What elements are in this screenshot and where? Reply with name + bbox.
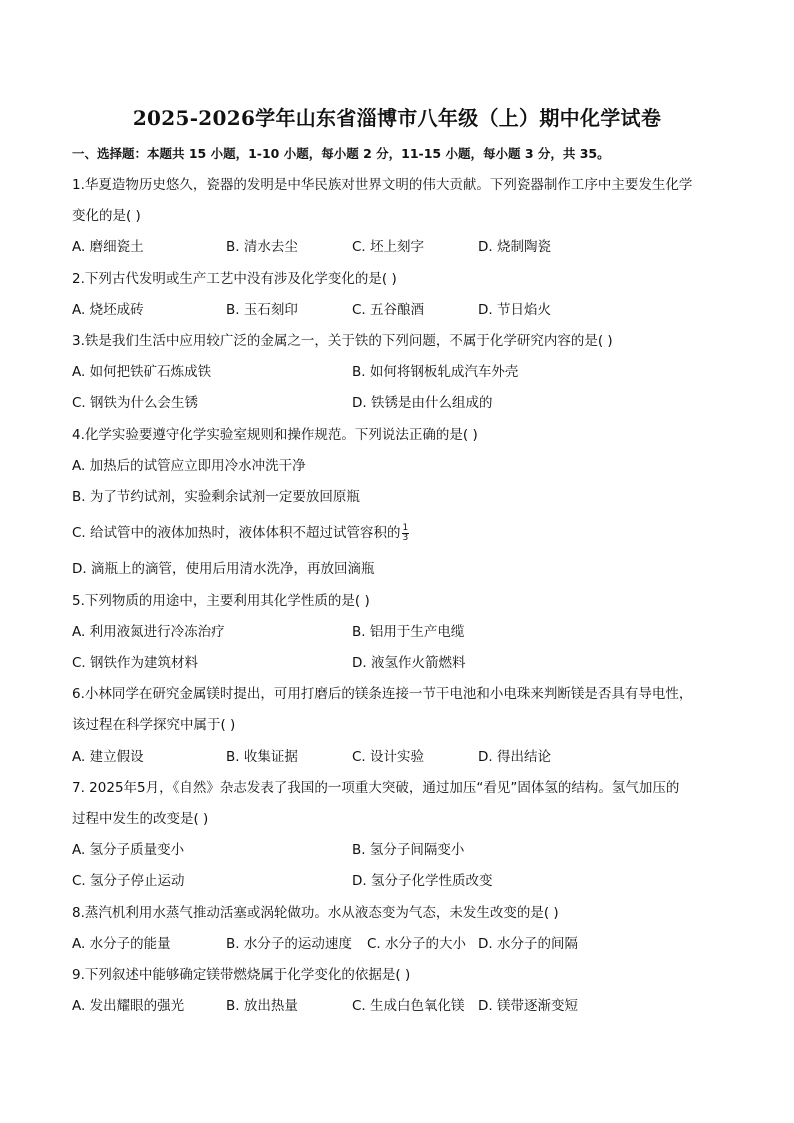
question-2-option-c: C. 五谷酿酒 bbox=[352, 302, 425, 318]
question-6-option-d: D. 得出结论 bbox=[478, 749, 551, 765]
question-1-option-c: C. 坯上刻字 bbox=[352, 239, 425, 255]
question-7-line-1: 7. 2025年5月，《自然》杂志发表了我国的一项重大突破，通过加压“看见”固体氢的结构。氢气加压的 bbox=[72, 780, 680, 796]
question-6-line-1: 6.小林同学在研究金属镁时提出，可用打磨后的镁条连接一节干电池和小电珠来判断镁是否具有导电性， bbox=[72, 686, 693, 702]
question-4-option-d: D. 滴瓶上的滴管，使用后用清水洗净，再放回滴瓶 bbox=[72, 561, 375, 577]
question-3-option-d: D. 铁锈是由什么组成的 bbox=[352, 395, 493, 411]
question-7-line-2: 过程中发生的改变是( ) bbox=[72, 811, 209, 827]
exam-title: 2025-2026学年山东省淄博市八年级（上）期中化学试卷 bbox=[132, 106, 662, 130]
question-9-option-d: D. 镁带逐渐变短 bbox=[478, 998, 578, 1014]
question-4-option-b: B. 为了节约试剂，实验剩余试剂一定要放回原瓶 bbox=[72, 489, 360, 505]
question-2-option-b: B. 玉石刻印 bbox=[226, 302, 298, 318]
question-7-option-c: C. 氢分子停止运动 bbox=[72, 873, 185, 889]
question-7-option-d: D. 氢分子化学性质改变 bbox=[352, 873, 493, 889]
question-1-option-a: A. 磨细瓷土 bbox=[72, 239, 144, 255]
question-8-line-1: 8.蒸汽机利用水蒸气推动活塞或涡轮做功。水从液态变为气态，未发生改变的是( ) bbox=[72, 905, 559, 921]
question-3-line-1: 3.铁是我们生活中应用较广泛的金属之一，关于铁的下列问题，不属于化学研究内容的是( ) bbox=[72, 333, 613, 349]
question-5-line-1: 5.下列物质的用途中，主要利用其化学性质的是( ) bbox=[72, 593, 370, 609]
question-7-option-a: A. 氢分子质量变小 bbox=[72, 842, 185, 858]
question-7-option-b: B. 氢分子间隔变小 bbox=[352, 842, 465, 858]
question-1-option-d: D. 烧制陶瓷 bbox=[478, 239, 551, 255]
question-9-option-c: C. 生成白色氧化镁 bbox=[352, 998, 465, 1014]
fraction-one-third bbox=[402, 524, 410, 543]
question-2-option-d: D. 节日焰火 bbox=[478, 302, 551, 318]
question-3-option-a: A. 如何把铁矿石炼成铁 bbox=[72, 364, 212, 380]
question-4-option-c-text: C. 给试管中的液体加热时，液体体积不超过试管容积的 bbox=[72, 525, 401, 541]
question-3-option-b: B. 如何将钢板轧成汽车外壳 bbox=[352, 364, 519, 380]
question-5-option-a: A. 利用液氮进行冷冻治疗 bbox=[72, 624, 225, 640]
question-3-option-c: C. 钢铁为什么会生锈 bbox=[72, 395, 199, 411]
fraction-denominator: 3 bbox=[402, 532, 409, 543]
question-8-option-d: D. 水分子的间隔 bbox=[478, 936, 578, 952]
question-9-option-b: B. 放出热量 bbox=[226, 998, 298, 1014]
question-2-line-1: 2.下列古代发明或生产工艺中没有涉及化学变化的是( ) bbox=[72, 271, 397, 287]
fraction-numerator: 1 bbox=[402, 522, 409, 533]
question-9-option-a: A. 发出耀眼的强光 bbox=[72, 998, 185, 1014]
section-heading: 一、选择题：本题共 15 小题，1-10 小题，每小题 2 分，11-15 小题，每小题 3 分，共 35。 bbox=[72, 146, 610, 161]
question-6-option-a: A. 建立假设 bbox=[72, 749, 144, 765]
question-1-option-b: B. 清水去尘 bbox=[226, 239, 298, 255]
question-5-option-b: B. 铝用于生产电缆 bbox=[352, 624, 465, 640]
question-1-line-2: 变化的是( ) bbox=[72, 208, 141, 224]
question-5-option-c: C. 钢铁作为建筑材料 bbox=[72, 655, 199, 671]
question-2-option-a: A. 烧坯成砖 bbox=[72, 302, 144, 318]
question-8-option-a: A. 水分子的能量 bbox=[72, 936, 171, 952]
question-8-option-b: B. 水分子的运动速度 bbox=[226, 936, 352, 952]
question-4-line-1: 4.化学实验要遵守化学实验室规则和操作规范。下列说法正确的是( ) bbox=[72, 427, 478, 443]
question-9-line-1: 9.下列叙述中能够确定镁带燃烧属于化学变化的依据是( ) bbox=[72, 967, 411, 983]
question-6-option-c: C. 设计实验 bbox=[352, 749, 425, 765]
question-8-option-c: C. 水分子的大小 bbox=[367, 936, 467, 952]
question-6-option-b: B. 收集证据 bbox=[226, 749, 298, 765]
question-4-option-c bbox=[72, 522, 409, 544]
question-6-line-2: 该过程在科学探究中属于( ) bbox=[72, 717, 236, 733]
question-5-option-d: D. 液氢作火箭燃料 bbox=[352, 655, 466, 671]
question-4-option-a: A. 加热后的试管应立即用冷水冲洗干净 bbox=[72, 458, 306, 474]
question-1-line-1: 1.华夏造物历史悠久，瓷器的发明是中华民族对世界文明的伟大贡献。下列瓷器制作工序中主要发生化学 bbox=[72, 177, 693, 193]
